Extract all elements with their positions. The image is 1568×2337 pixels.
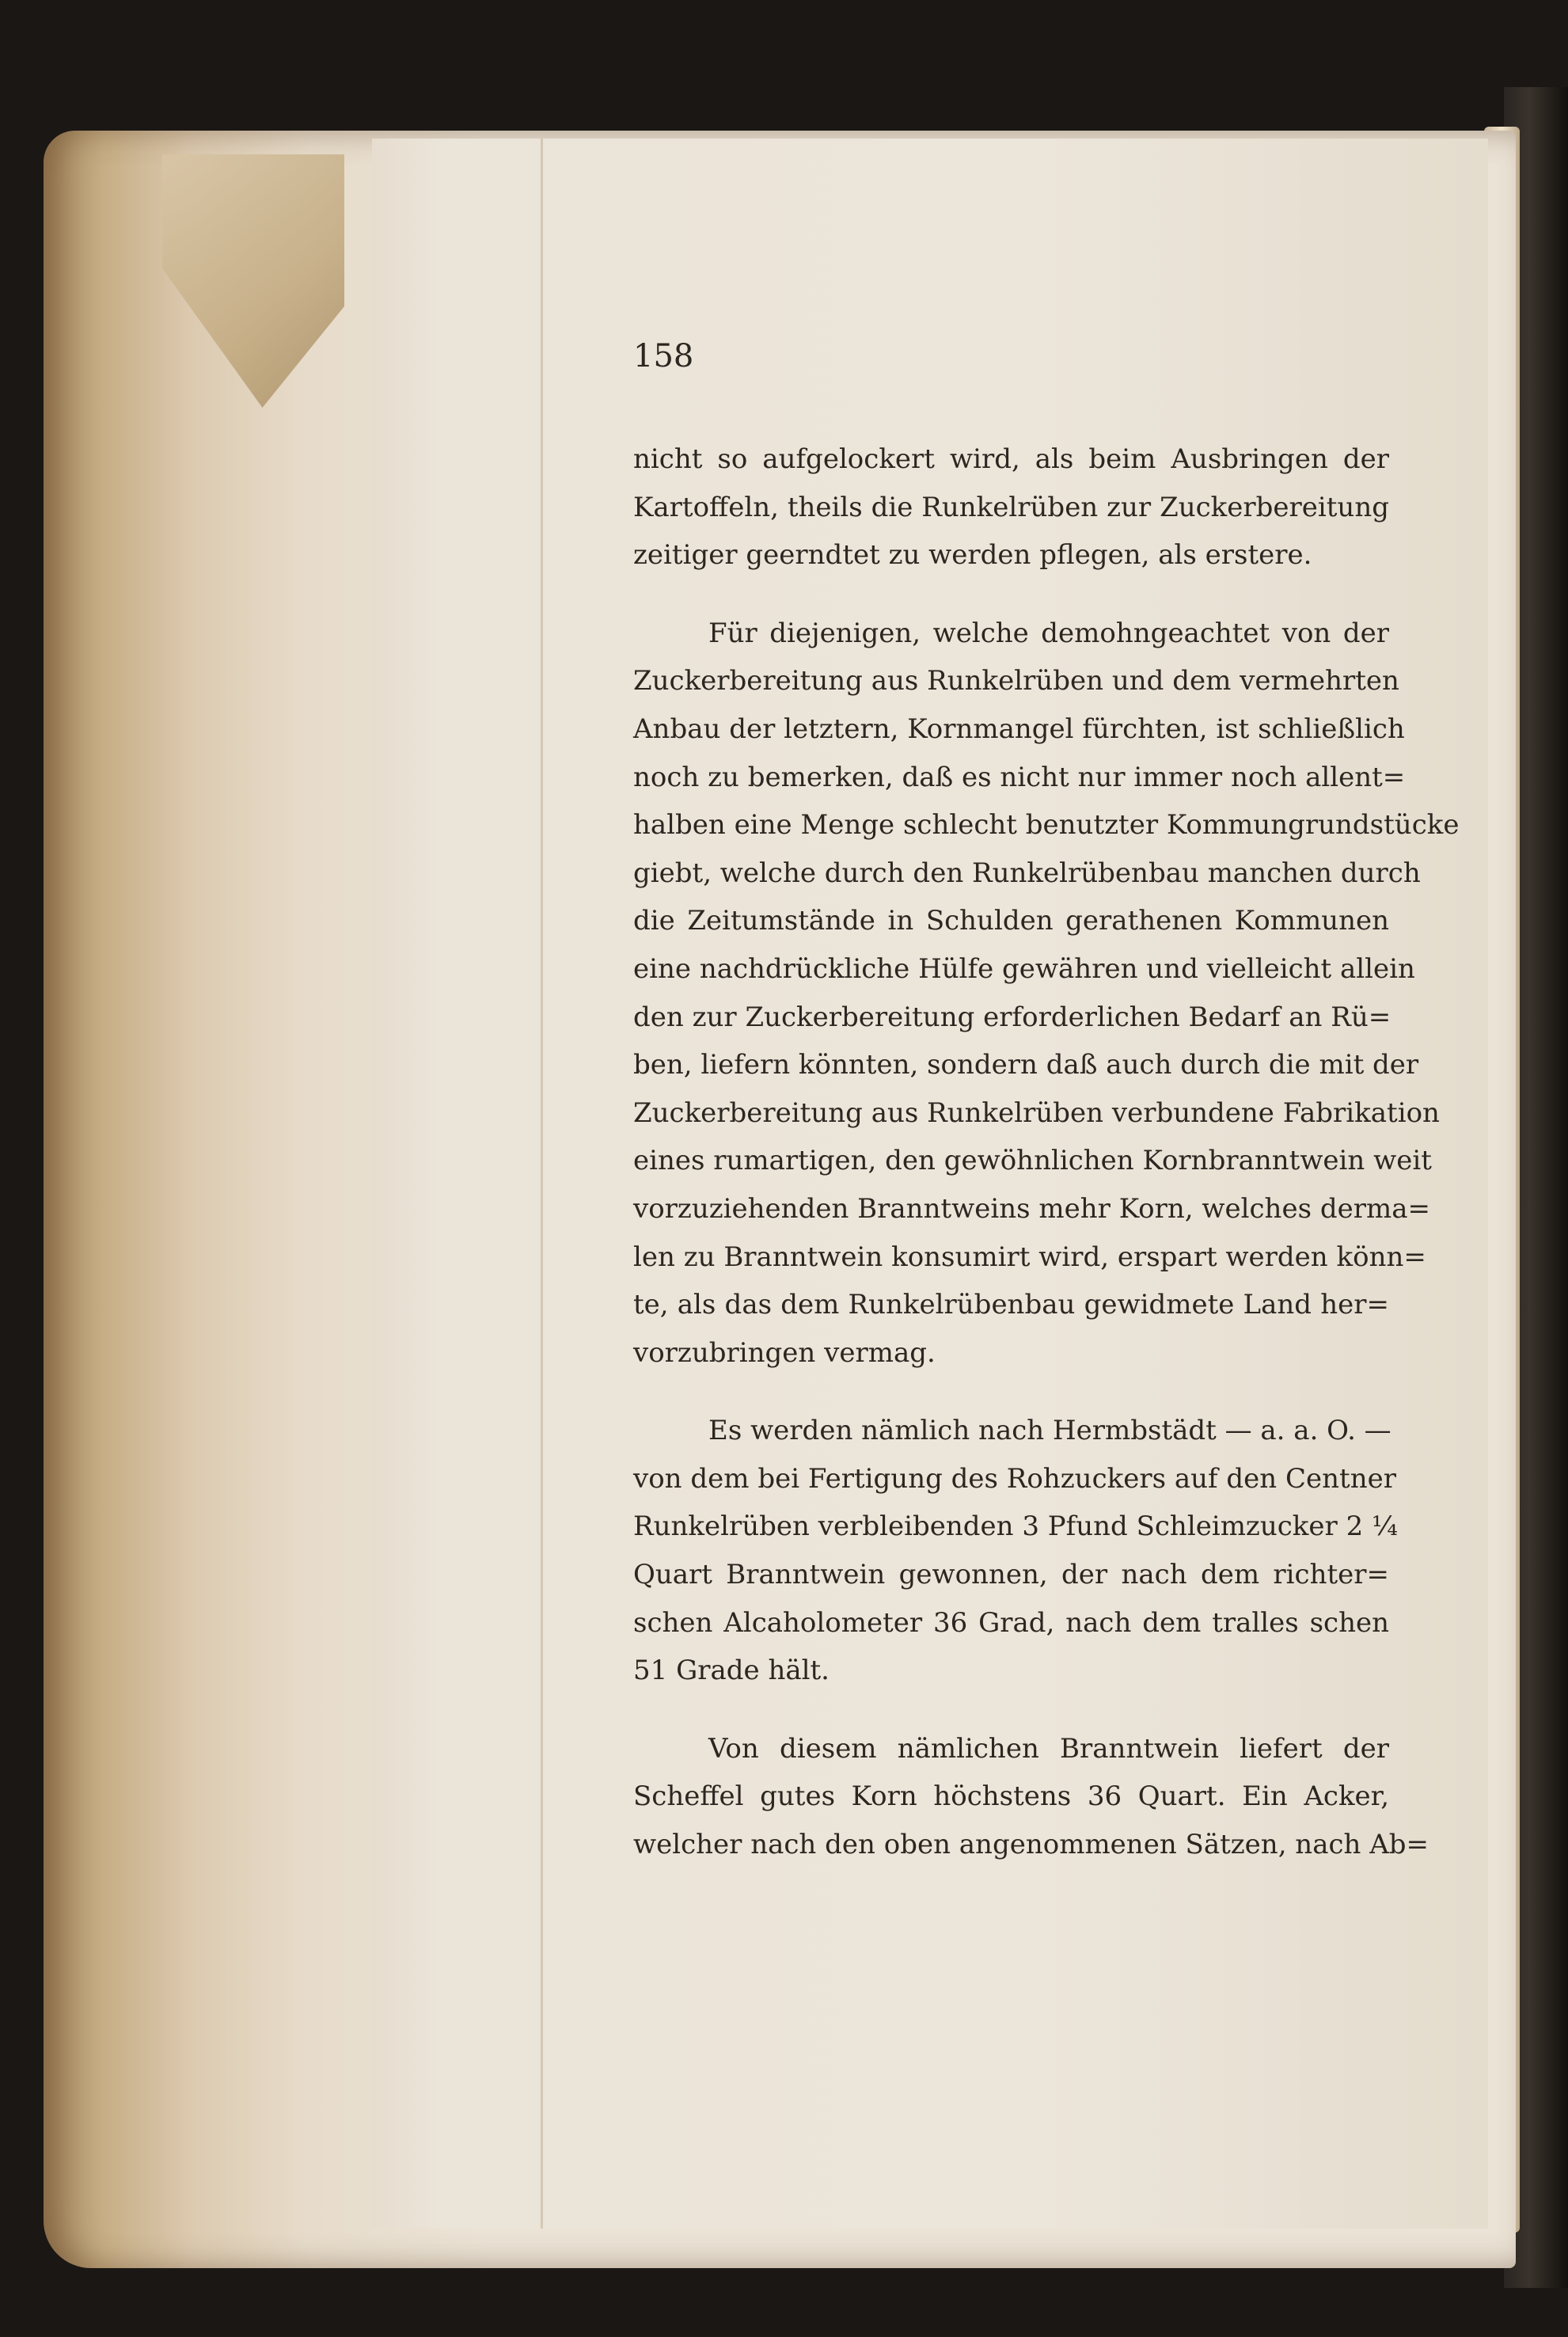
text-line: giebt, welche durch den Runkelrübenbau manchen durch (633, 857, 1421, 889)
text-line: Es werden nämlich nach Hermbstädt — a. a. O. — (708, 1415, 1391, 1447)
text-line: 51 Grade hält. (633, 1655, 830, 1687)
text-line: vorzuziehenden Branntweins mehr Korn, welches dermа= (633, 1192, 1430, 1225)
text-line: noch zu bemerken, daß es nicht nur immer noch allent= (633, 761, 1406, 793)
text-line: Für diejenigen, welche demohngeachtet von der (708, 617, 1389, 649)
text-line: den zur Zuckerbereitung erforderlichen Bedarf an Rü= (633, 1001, 1391, 1033)
text-line: eines rumartigen, den gewöhnlichen Kornbranntwein weit (633, 1145, 1432, 1177)
paragraph-4 (633, 1725, 1429, 1869)
paragraph-3 (633, 1407, 1398, 1695)
text-line: Von diesem nämlichen Branntwein liefert der (708, 1732, 1389, 1765)
paragraph-2 (633, 610, 1460, 1378)
text-line: len zu Branntwein konsumirt wird, erspart werden könn= (633, 1241, 1426, 1273)
page-fold-line (541, 139, 543, 2229)
text-line: Anbau der letztern, Kornmangel fürchten, ist schließlich (633, 712, 1405, 745)
text-line: halben eine Menge schlecht benutzter Kommungrundstücke (633, 809, 1460, 842)
text-line: schen Alcaholometer 36 Grad, nach dem tralles schen (633, 1606, 1389, 1639)
text-line: Quart Branntwein gewonnen, der nach dem richter= (633, 1559, 1389, 1591)
text-line: nicht so aufgelockert wird, als beim Ausbringen der (633, 443, 1389, 475)
text-line: welcher nach den oben angenommenen Sätzen, nach Ab= (633, 1829, 1429, 1861)
text-line: vorzubringen vermag. (633, 1336, 936, 1369)
page-text (633, 332, 1460, 1869)
text-line: Scheffel gutes Korn höchstens 36 Quart. Ein Acker, (633, 1780, 1389, 1813)
text-line: te, als das dem Runkelrübenbau gewidmete Land her= (633, 1289, 1389, 1321)
text-line: ben, liefern könnten, sondern daß auch durch die mit der (633, 1049, 1419, 1081)
page-number: 158 (633, 338, 694, 374)
text-line: Kartoffeln, theils die Runkelrüben zur Zuckerbereitung (633, 491, 1389, 523)
text-line: eine nachdrückliche Hülfe gewähren und vielleicht allein (633, 952, 1415, 985)
text-line: Zuckerbereitung aus Runkelrüben verbundene Fabrikation (633, 1096, 1440, 1129)
text-line: von dem bei Fertigung des Rohzuckers auf den Centner (633, 1462, 1396, 1495)
paragraph-1 (633, 435, 1389, 580)
text-line: die Zeitumstände in Schulden gerathenen Kommunen (633, 905, 1389, 937)
text-line: zeitiger geerndtet zu werden pflegen, als erstere. (633, 539, 1312, 572)
text-line: Runkelrüben verbleibenden 3 Pfund Schleimzucker 2 ¼ (633, 1510, 1398, 1543)
text-line: Zuckerbereitung aus Runkelrüben und dem vermehrten (633, 665, 1399, 697)
